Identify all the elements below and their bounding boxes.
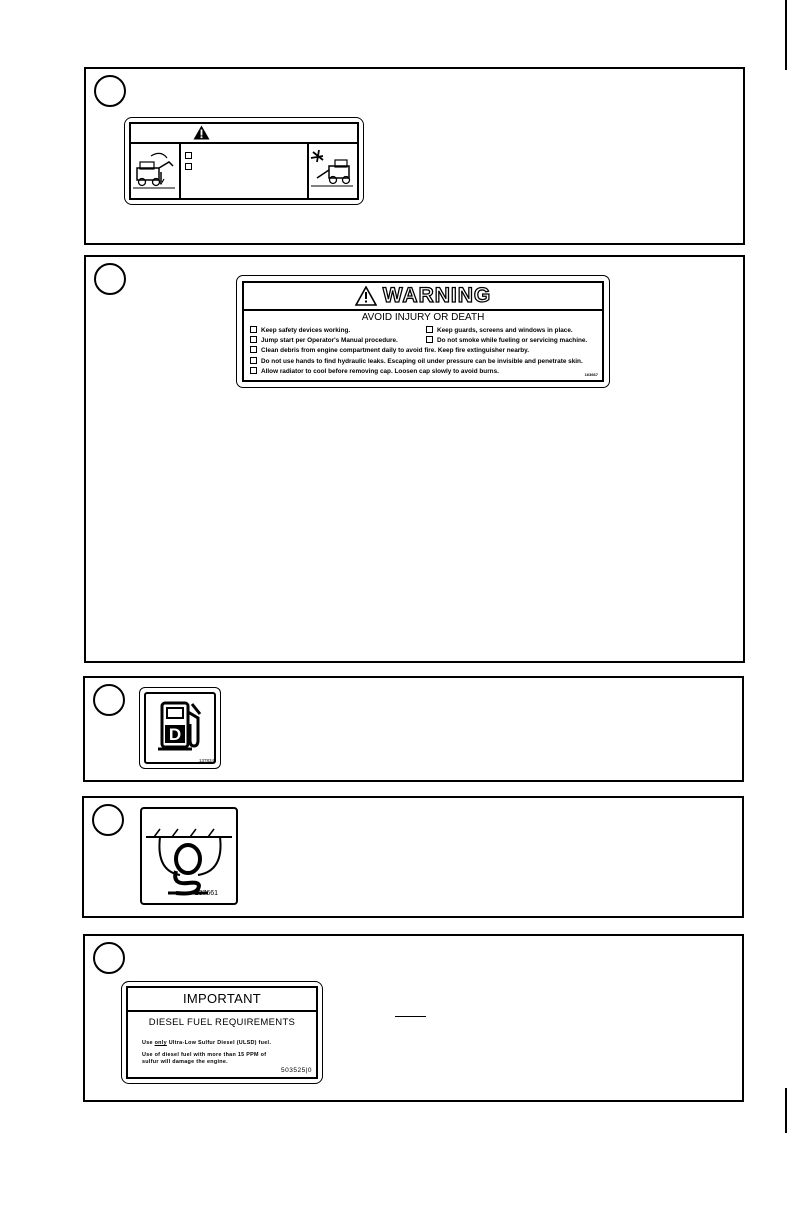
warning-row [250, 367, 596, 377]
decal-panel-5 [83, 934, 744, 1102]
warning-item: Do not smoke while fueling or servicing machine. [437, 337, 588, 345]
checkbox [250, 346, 257, 353]
hydraulic-hose-icon [142, 809, 236, 903]
warning-header [244, 283, 602, 311]
callout-circle-3 [93, 684, 125, 716]
warning-decal-small [124, 117, 364, 205]
important-line-3: sulfur will damage the engine. [142, 1059, 228, 1065]
rollover-hazard-icon [131, 142, 177, 198]
callout-circle-2 [94, 263, 126, 295]
decal-header [131, 124, 357, 144]
diesel-fuel-decal [139, 687, 221, 769]
warning-triangle-icon [355, 286, 377, 306]
checkbox [250, 336, 257, 343]
warning-row [250, 357, 596, 367]
fall-hazard-icon [309, 142, 355, 198]
fuel-pump-icon [146, 694, 216, 764]
warning-rows [250, 326, 596, 377]
warning-item: Jump start per Operator's Manual procedure. [261, 337, 398, 345]
text: Use [142, 1040, 155, 1046]
warning-item: Clean debris from engine compartment daily to avoid fire. Keep fire extinguisher nearby. [261, 347, 529, 355]
checkbox [426, 326, 433, 333]
checkbox [250, 326, 257, 333]
warning-item: Allow radiator to cool before removing cap. Loosen cap slowly to avoid burns. [261, 367, 499, 375]
warning-row [250, 336, 596, 346]
cut-line-top [785, 0, 787, 70]
warning-subheading: AVOID INJURY OR DEATH [361, 312, 485, 323]
checkbox [426, 336, 433, 343]
warning-heading: WARNING [382, 284, 492, 307]
underline-mark [395, 1016, 426, 1017]
decal-panel-4 [82, 796, 744, 918]
part-number: 137661 [194, 890, 218, 897]
text: Ultra-Low Sulfur Diesel (ULSD) fuel. [166, 1040, 272, 1046]
important-heading: IMPORTANT [128, 988, 316, 1012]
hydraulic-hose-decal [140, 807, 238, 905]
checkbox [185, 152, 192, 159]
important-line-1 [142, 1040, 310, 1046]
callout-circle-1 [94, 75, 126, 107]
part-number: 137834 [198, 758, 214, 763]
warning-item: Keep guards, screens and windows in place. [437, 327, 573, 334]
checkbox [185, 163, 192, 170]
rollover-pictogram [131, 142, 181, 198]
warning-triangle-icon [193, 125, 210, 140]
important-title: DIESEL FUEL REQUIREMENTS [148, 1017, 296, 1028]
warning-row [250, 346, 596, 356]
decal-panel-2 [84, 255, 745, 663]
callout-circle-5 [93, 942, 125, 974]
fuel-letter: D [168, 725, 182, 744]
part-number: 163667 [584, 372, 598, 377]
part-number: 503525|0 [281, 1067, 312, 1074]
warning-item: Do not use hands to find hydraulic leaks. Escaping oil under pressure can be invisible and penetrate skin. [261, 357, 583, 365]
warning-decal [236, 275, 610, 388]
fall-pictogram [307, 142, 357, 198]
important-fuel-decal [121, 981, 323, 1084]
decal-panel-1 [84, 67, 745, 245]
checkbox [250, 367, 257, 374]
cut-line-bottom [785, 1088, 787, 1133]
warning-item: Keep safety devices working. [261, 327, 351, 334]
callout-circle-4 [92, 804, 124, 836]
emphasis: only [154, 1040, 167, 1046]
decal-panel-3 [83, 676, 744, 782]
checkbox [250, 357, 257, 364]
warning-row [250, 326, 596, 336]
important-line-2: Use of diesel fuel with more than 15 PPM of [142, 1052, 267, 1058]
